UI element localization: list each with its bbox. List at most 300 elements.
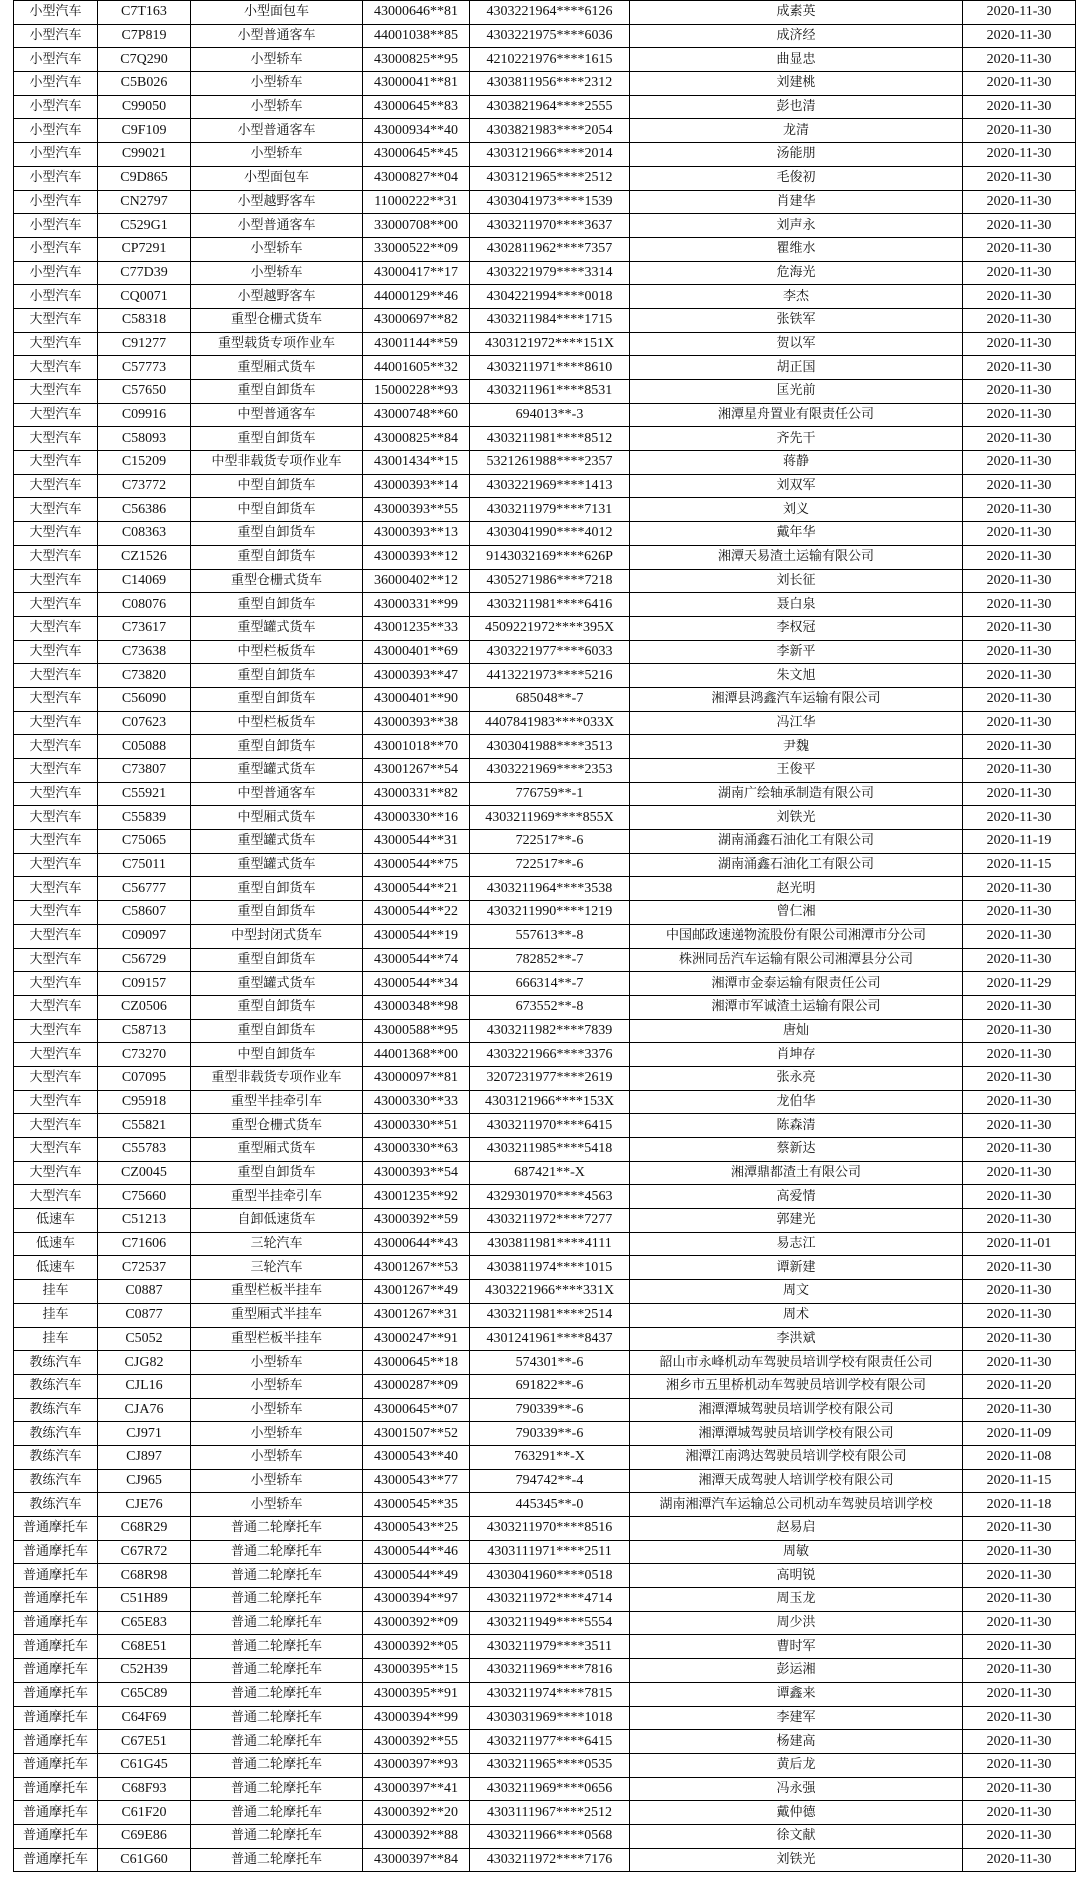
record-number-cell: 43000645**83 <box>363 95 470 119</box>
record-number-cell: 43000041**81 <box>363 72 470 96</box>
vehicle-type-cell: 小型面包车 <box>191 166 363 190</box>
owner-id-cell: 4303041960****0518 <box>470 1564 630 1588</box>
record-number-cell: 43001144**59 <box>363 332 470 356</box>
record-number-cell: 43000544**46 <box>363 1540 470 1564</box>
plate-number-cell: C9D865 <box>98 166 191 190</box>
vehicle-category-cell: 大型汽车 <box>14 735 98 759</box>
record-number-cell: 43001267**53 <box>363 1256 470 1280</box>
date-cell: 2020-11-30 <box>963 995 1076 1019</box>
record-number-cell: 43001267**54 <box>363 759 470 783</box>
table-row <box>14 261 1076 285</box>
vehicle-category-cell: 大型汽车 <box>14 522 98 546</box>
vehicle-category-cell: 小型汽车 <box>14 119 98 143</box>
vehicle-type-cell: 重型栏板半挂车 <box>191 1280 363 1304</box>
owner-name-cell: 刘建桃 <box>630 72 963 96</box>
date-cell: 2020-11-30 <box>963 332 1076 356</box>
record-number-cell: 43000393**54 <box>363 1161 470 1185</box>
vehicle-category-cell: 教练汽车 <box>14 1493 98 1517</box>
date-cell: 2020-11-30 <box>963 1351 1076 1375</box>
vehicle-category-cell: 教练汽车 <box>14 1398 98 1422</box>
plate-number-cell: C56090 <box>98 687 191 711</box>
owner-id-cell: 4407841983****033X <box>470 711 630 735</box>
owner-name-cell: 刘声永 <box>630 214 963 238</box>
record-number-cell: 43000748**60 <box>363 403 470 427</box>
owner-name-cell: 冯江华 <box>630 711 963 735</box>
table-row <box>14 522 1076 546</box>
owner-name-cell: 汤能朋 <box>630 143 963 167</box>
date-cell: 2020-11-30 <box>963 1659 1076 1683</box>
owner-name-cell: 李新平 <box>630 640 963 664</box>
record-number-cell: 43001434**15 <box>363 451 470 475</box>
owner-name-cell: 湘潭天易渣土运输有限公司 <box>630 545 963 569</box>
date-cell: 2020-11-30 <box>963 308 1076 332</box>
owner-name-cell: 湘潭星舟置业有限责任公司 <box>630 403 963 427</box>
owner-name-cell: 高明锐 <box>630 1564 963 1588</box>
plate-number-cell: C73807 <box>98 759 191 783</box>
owner-name-cell: 彭也清 <box>630 95 963 119</box>
date-cell: 2020-11-30 <box>963 474 1076 498</box>
vehicle-type-cell: 重型罐式货车 <box>191 972 363 996</box>
owner-id-cell: 4303211972****7277 <box>470 1209 630 1233</box>
record-number-cell: 36000402**12 <box>363 569 470 593</box>
date-cell: 2020-11-30 <box>963 1801 1076 1825</box>
plate-number-cell: C57773 <box>98 356 191 380</box>
vehicle-type-cell: 中型栏板货车 <box>191 711 363 735</box>
record-number-cell: 43000827**04 <box>363 166 470 190</box>
vehicle-category-cell: 小型汽车 <box>14 95 98 119</box>
vehicle-type-cell: 小型轿车 <box>191 1469 363 1493</box>
owner-id-cell: 4303211971****8610 <box>470 356 630 380</box>
record-number-cell: 43000395**91 <box>363 1682 470 1706</box>
record-number-cell: 43000397**84 <box>363 1848 470 1872</box>
owner-id-cell: 722517**-6 <box>470 830 630 854</box>
plate-number-cell: C0877 <box>98 1303 191 1327</box>
owner-name-cell: 杨建高 <box>630 1730 963 1754</box>
vehicle-category-cell: 大型汽车 <box>14 782 98 806</box>
plate-number-cell: CJ971 <box>98 1422 191 1446</box>
vehicle-category-cell: 大型汽车 <box>14 901 98 925</box>
owner-name-cell: 湖南广绘轴承制造有限公司 <box>630 782 963 806</box>
date-cell: 2020-11-30 <box>963 1588 1076 1612</box>
owner-name-cell: 湖南湘潭汽车运输总公司机动车驾驶员培训学校 <box>630 1493 963 1517</box>
vehicle-category-cell: 普通摩托车 <box>14 1706 98 1730</box>
vehicle-type-cell: 重型自卸货车 <box>191 948 363 972</box>
vehicle-type-cell: 普通二轮摩托车 <box>191 1517 363 1541</box>
plate-number-cell: C58318 <box>98 308 191 332</box>
vehicle-type-cell: 小型普通客车 <box>191 24 363 48</box>
vehicle-category-cell: 挂车 <box>14 1280 98 1304</box>
owner-name-cell: 周术 <box>630 1303 963 1327</box>
vehicle-category-cell: 大型汽车 <box>14 1066 98 1090</box>
owner-id-cell: 4303211979****3511 <box>470 1635 630 1659</box>
owner-id-cell: 4303211970****8516 <box>470 1517 630 1541</box>
owner-id-cell: 685048**-7 <box>470 687 630 711</box>
owner-id-cell: 4303211966****0568 <box>470 1824 630 1848</box>
date-cell: 2020-11-30 <box>963 190 1076 214</box>
owner-id-cell: 4303211970****3637 <box>470 214 630 238</box>
owner-name-cell: 尹魏 <box>630 735 963 759</box>
owner-id-cell: 4303211964****3538 <box>470 877 630 901</box>
owner-id-cell: 557613**-8 <box>470 924 630 948</box>
record-number-cell: 43001018**70 <box>363 735 470 759</box>
owner-id-cell: 4303111967****2512 <box>470 1801 630 1825</box>
table-row <box>14 1635 1076 1659</box>
record-number-cell: 43001267**31 <box>363 1303 470 1327</box>
vehicle-type-cell: 重型载货专项作业车 <box>191 332 363 356</box>
plate-number-cell: C05088 <box>98 735 191 759</box>
table-row <box>14 1824 1076 1848</box>
date-cell: 2020-11-30 <box>963 1611 1076 1635</box>
date-cell: 2020-11-30 <box>963 901 1076 925</box>
plate-number-cell: C72537 <box>98 1256 191 1280</box>
vehicle-category-cell: 教练汽车 <box>14 1374 98 1398</box>
owner-id-cell: 763291**-X <box>470 1445 630 1469</box>
owner-id-cell: 722517**-6 <box>470 853 630 877</box>
table-row <box>14 1114 1076 1138</box>
owner-name-cell: 赵光明 <box>630 877 963 901</box>
vehicle-type-cell: 重型自卸货车 <box>191 735 363 759</box>
owner-name-cell: 肖建华 <box>630 190 963 214</box>
record-number-cell: 43000645**45 <box>363 143 470 167</box>
vehicle-type-cell: 中型自卸货车 <box>191 1043 363 1067</box>
date-cell: 2020-11-30 <box>963 1517 1076 1541</box>
date-cell: 2020-11-01 <box>963 1232 1076 1256</box>
owner-id-cell: 4303041973****1539 <box>470 190 630 214</box>
owner-name-cell: 湖南涌鑫石油化工有限公司 <box>630 830 963 854</box>
owner-id-cell: 4303111971****2511 <box>470 1540 630 1564</box>
vehicle-category-cell: 大型汽车 <box>14 806 98 830</box>
record-number-cell: 43000392**09 <box>363 1611 470 1635</box>
date-cell: 2020-11-30 <box>963 1540 1076 1564</box>
plate-number-cell: CJ897 <box>98 1445 191 1469</box>
plate-number-cell: C56777 <box>98 877 191 901</box>
owner-name-cell: 龙伯华 <box>630 1090 963 1114</box>
date-cell: 2020-11-30 <box>963 1753 1076 1777</box>
plate-number-cell: C15209 <box>98 451 191 475</box>
vehicle-type-cell: 小型面包车 <box>191 1 363 25</box>
record-number-cell: 43000417**17 <box>363 261 470 285</box>
vehicle-type-cell: 普通二轮摩托车 <box>191 1848 363 1872</box>
owner-name-cell: 湘潭市金泰运输有限责任公司 <box>630 972 963 996</box>
vehicle-category-cell: 普通摩托车 <box>14 1777 98 1801</box>
table-row <box>14 877 1076 901</box>
record-number-cell: 11000222**31 <box>363 190 470 214</box>
owner-name-cell: 戴年华 <box>630 522 963 546</box>
record-number-cell: 43000247**91 <box>363 1327 470 1351</box>
owner-id-cell: 673552**-8 <box>470 995 630 1019</box>
vehicle-type-cell: 小型轿车 <box>191 1445 363 1469</box>
table-row <box>14 1493 1076 1517</box>
record-number-cell: 43001235**92 <box>363 1185 470 1209</box>
owner-name-cell: 张铁军 <box>630 308 963 332</box>
table-row <box>14 1753 1076 1777</box>
date-cell: 2020-11-30 <box>963 877 1076 901</box>
record-number-cell: 43000646**81 <box>363 1 470 25</box>
plate-number-cell: C9F109 <box>98 119 191 143</box>
table-row <box>14 474 1076 498</box>
plate-number-cell: CZ0506 <box>98 995 191 1019</box>
owner-id-cell: 666314**-7 <box>470 972 630 996</box>
vehicle-category-cell: 大型汽车 <box>14 853 98 877</box>
plate-number-cell: C61F20 <box>98 1801 191 1825</box>
vehicle-category-cell: 小型汽车 <box>14 190 98 214</box>
owner-name-cell: 李杰 <box>630 285 963 309</box>
record-number-cell: 43000393**13 <box>363 522 470 546</box>
table-row <box>14 1280 1076 1304</box>
owner-id-cell: 4303211990****1219 <box>470 901 630 925</box>
vehicle-category-cell: 大型汽车 <box>14 427 98 451</box>
plate-number-cell: C58607 <box>98 901 191 925</box>
record-number-cell: 43000392**05 <box>363 1635 470 1659</box>
plate-number-cell: CJE76 <box>98 1493 191 1517</box>
plate-number-cell: C07095 <box>98 1066 191 1090</box>
table-row <box>14 1374 1076 1398</box>
record-number-cell: 43000544**74 <box>363 948 470 972</box>
vehicle-type-cell: 普通二轮摩托车 <box>191 1682 363 1706</box>
table-row <box>14 214 1076 238</box>
date-cell: 2020-11-30 <box>963 143 1076 167</box>
plate-number-cell: C64F69 <box>98 1706 191 1730</box>
owner-name-cell: 湘潭潭城驾驶员培训学校有限公司 <box>630 1422 963 1446</box>
owner-name-cell: 陈森清 <box>630 1114 963 1138</box>
table-row <box>14 119 1076 143</box>
vehicle-type-cell: 重型厢式半挂车 <box>191 1303 363 1327</box>
owner-id-cell: 4305271986****7218 <box>470 569 630 593</box>
record-number-cell: 43000544**34 <box>363 972 470 996</box>
vehicle-category-cell: 普通摩托车 <box>14 1517 98 1541</box>
owner-id-cell: 4303211969****0656 <box>470 1777 630 1801</box>
plate-number-cell: C71606 <box>98 1232 191 1256</box>
plate-number-cell: C73638 <box>98 640 191 664</box>
vehicle-category-cell: 大型汽车 <box>14 308 98 332</box>
table-row <box>14 853 1076 877</box>
owner-name-cell: 龙清 <box>630 119 963 143</box>
table-row <box>14 1445 1076 1469</box>
date-cell: 2020-11-30 <box>963 403 1076 427</box>
date-cell: 2020-11-30 <box>963 427 1076 451</box>
owner-name-cell: 肖坤存 <box>630 1043 963 1067</box>
date-cell: 2020-11-30 <box>963 1209 1076 1233</box>
vehicle-type-cell: 小型轿车 <box>191 1422 363 1446</box>
date-cell: 2020-11-30 <box>963 616 1076 640</box>
owner-id-cell: 4303121965****2512 <box>470 166 630 190</box>
owner-id-cell: 9143032169****626P <box>470 545 630 569</box>
plate-number-cell: C95918 <box>98 1090 191 1114</box>
vehicle-category-cell: 教练汽车 <box>14 1445 98 1469</box>
table-row <box>14 1682 1076 1706</box>
table-row <box>14 1611 1076 1635</box>
plate-number-cell: C68F93 <box>98 1777 191 1801</box>
table-row <box>14 782 1076 806</box>
vehicle-type-cell: 重型仓栅式货车 <box>191 308 363 332</box>
owner-name-cell: 湘潭天成驾驶人培训学校有限公司 <box>630 1469 963 1493</box>
vehicle-category-cell: 大型汽车 <box>14 545 98 569</box>
owner-id-cell: 782852**-7 <box>470 948 630 972</box>
vehicle-type-cell: 普通二轮摩托车 <box>191 1564 363 1588</box>
owner-id-cell: 4303221979****3314 <box>470 261 630 285</box>
owner-name-cell: 张永亮 <box>630 1066 963 1090</box>
date-cell: 2020-11-19 <box>963 830 1076 854</box>
owner-name-cell: 黄后龙 <box>630 1753 963 1777</box>
date-cell: 2020-11-15 <box>963 1469 1076 1493</box>
owner-id-cell: 4303821983****2054 <box>470 119 630 143</box>
vehicle-type-cell: 小型轿车 <box>191 261 363 285</box>
owner-name-cell: 徐文献 <box>630 1824 963 1848</box>
plate-number-cell: C75660 <box>98 1185 191 1209</box>
table-row <box>14 664 1076 688</box>
owner-id-cell: 574301**-6 <box>470 1351 630 1375</box>
plate-number-cell: C14069 <box>98 569 191 593</box>
record-number-cell: 43000544**22 <box>363 901 470 925</box>
date-cell: 2020-11-30 <box>963 1 1076 25</box>
plate-number-cell: C52H39 <box>98 1659 191 1683</box>
owner-id-cell: 4303211969****855X <box>470 806 630 830</box>
vehicle-category-cell: 大型汽车 <box>14 877 98 901</box>
vehicle-type-cell: 小型越野客车 <box>191 285 363 309</box>
vehicle-type-cell: 小型轿车 <box>191 143 363 167</box>
vehicle-category-cell: 小型汽车 <box>14 166 98 190</box>
record-number-cell: 44001605**32 <box>363 356 470 380</box>
date-cell: 2020-11-30 <box>963 711 1076 735</box>
table-row <box>14 1517 1076 1541</box>
owner-id-cell: 4303221966****331X <box>470 1280 630 1304</box>
table-row <box>14 806 1076 830</box>
record-number-cell: 43000544**75 <box>363 853 470 877</box>
vehicle-type-cell: 重型罐式货车 <box>191 830 363 854</box>
vehicle-category-cell: 大型汽车 <box>14 664 98 688</box>
record-number-cell: 43000934**40 <box>363 119 470 143</box>
vehicle-category-cell: 普通摩托车 <box>14 1588 98 1612</box>
vehicle-category-cell: 小型汽车 <box>14 261 98 285</box>
plate-number-cell: C73820 <box>98 664 191 688</box>
plate-number-cell: C0887 <box>98 1280 191 1304</box>
table-row <box>14 1801 1076 1825</box>
date-cell: 2020-11-30 <box>963 1066 1076 1090</box>
record-number-cell: 43000331**99 <box>363 593 470 617</box>
vehicle-category-cell: 大型汽车 <box>14 1043 98 1067</box>
table-row <box>14 545 1076 569</box>
plate-number-cell: C08076 <box>98 593 191 617</box>
owner-name-cell: 冯永强 <box>630 1777 963 1801</box>
owner-id-cell: 4302811962****7357 <box>470 237 630 261</box>
owner-name-cell: 谭新建 <box>630 1256 963 1280</box>
plate-number-cell: C56729 <box>98 948 191 972</box>
vehicle-category-cell: 教练汽车 <box>14 1469 98 1493</box>
date-cell: 2020-11-30 <box>963 545 1076 569</box>
record-number-cell: 43000543**25 <box>363 1517 470 1541</box>
table-row <box>14 24 1076 48</box>
record-number-cell: 44001368**00 <box>363 1043 470 1067</box>
table-row <box>14 143 1076 167</box>
vehicle-type-cell: 重型自卸货车 <box>191 545 363 569</box>
vehicle-category-cell: 普通摩托车 <box>14 1540 98 1564</box>
owner-name-cell: 李洪斌 <box>630 1327 963 1351</box>
date-cell: 2020-11-30 <box>963 1564 1076 1588</box>
date-cell: 2020-11-30 <box>963 569 1076 593</box>
vehicle-type-cell: 小型越野客车 <box>191 190 363 214</box>
vehicle-type-cell: 中型封闭式货车 <box>191 924 363 948</box>
plate-number-cell: C5052 <box>98 1327 191 1351</box>
owner-id-cell: 4303221966****3376 <box>470 1043 630 1067</box>
vehicle-type-cell: 重型半挂牵引车 <box>191 1090 363 1114</box>
vehicle-type-cell: 小型轿车 <box>191 1351 363 1375</box>
vehicle-category-cell: 大型汽车 <box>14 403 98 427</box>
owner-id-cell: 790339**-6 <box>470 1422 630 1446</box>
record-number-cell: 33000708**00 <box>363 214 470 238</box>
vehicle-category-cell: 小型汽车 <box>14 24 98 48</box>
owner-name-cell: 高爱情 <box>630 1185 963 1209</box>
date-cell: 2020-11-30 <box>963 735 1076 759</box>
plate-number-cell: C09097 <box>98 924 191 948</box>
vehicle-type-cell: 重型自卸货车 <box>191 687 363 711</box>
table-row <box>14 356 1076 380</box>
vehicle-category-cell: 普通摩托车 <box>14 1611 98 1635</box>
owner-name-cell: 株洲同岳汽车运输有限公司湘潭县分公司 <box>630 948 963 972</box>
record-number-cell: 43001507**52 <box>363 1422 470 1446</box>
owner-id-cell: 4303211972****4714 <box>470 1588 630 1612</box>
date-cell: 2020-11-30 <box>963 640 1076 664</box>
vehicle-category-cell: 低速车 <box>14 1232 98 1256</box>
record-number-cell: 43000395**15 <box>363 1659 470 1683</box>
vehicle-type-cell: 普通二轮摩托车 <box>191 1730 363 1754</box>
table-row <box>14 1351 1076 1375</box>
date-cell: 2020-11-30 <box>963 593 1076 617</box>
plate-number-cell: C65C89 <box>98 1682 191 1706</box>
vehicle-type-cell: 小型轿车 <box>191 1374 363 1398</box>
table-row <box>14 1232 1076 1256</box>
table-row <box>14 403 1076 427</box>
owner-id-cell: 4303211965****0535 <box>470 1753 630 1777</box>
vehicle-category-cell: 普通摩托车 <box>14 1824 98 1848</box>
vehicle-category-cell: 大型汽车 <box>14 972 98 996</box>
vehicle-type-cell: 重型自卸货车 <box>191 380 363 404</box>
table-row <box>14 166 1076 190</box>
owner-id-cell: 4303211961****8531 <box>470 380 630 404</box>
vehicle-type-cell: 重型非载货专项作业车 <box>191 1066 363 1090</box>
owner-id-cell: 4303811974****1015 <box>470 1256 630 1280</box>
record-number-cell: 43000348**98 <box>363 995 470 1019</box>
plate-number-cell: C55839 <box>98 806 191 830</box>
plate-number-cell: C65E83 <box>98 1611 191 1635</box>
table-row <box>14 308 1076 332</box>
owner-id-cell: 4303811956****2312 <box>470 72 630 96</box>
vehicle-type-cell: 普通二轮摩托车 <box>191 1824 363 1848</box>
table-row <box>14 759 1076 783</box>
vehicle-type-cell: 普通二轮摩托车 <box>191 1801 363 1825</box>
vehicle-type-cell: 重型仓栅式货车 <box>191 569 363 593</box>
table-row <box>14 498 1076 522</box>
vehicle-type-cell: 三轮汽车 <box>191 1232 363 1256</box>
plate-number-cell: C68R29 <box>98 1517 191 1541</box>
date-cell: 2020-11-30 <box>963 687 1076 711</box>
plate-number-cell: C73772 <box>98 474 191 498</box>
owner-id-cell: 4303041988****3513 <box>470 735 630 759</box>
record-number-cell: 43000543**40 <box>363 1445 470 1469</box>
date-cell: 2020-11-20 <box>963 1374 1076 1398</box>
date-cell: 2020-11-30 <box>963 451 1076 475</box>
owner-name-cell: 湘潭市军诚渣土运输有限公司 <box>630 995 963 1019</box>
vehicle-type-cell: 重型厢式货车 <box>191 356 363 380</box>
vehicle-category-cell: 大型汽车 <box>14 759 98 783</box>
owner-id-cell: 4303121966****153X <box>470 1090 630 1114</box>
vehicle-type-cell: 三轮汽车 <box>191 1256 363 1280</box>
table-row <box>14 1422 1076 1446</box>
date-cell: 2020-11-30 <box>963 356 1076 380</box>
owner-name-cell: 胡正国 <box>630 356 963 380</box>
date-cell: 2020-11-30 <box>963 664 1076 688</box>
record-number-cell: 44000129**46 <box>363 285 470 309</box>
owner-id-cell: 4303041990****4012 <box>470 522 630 546</box>
